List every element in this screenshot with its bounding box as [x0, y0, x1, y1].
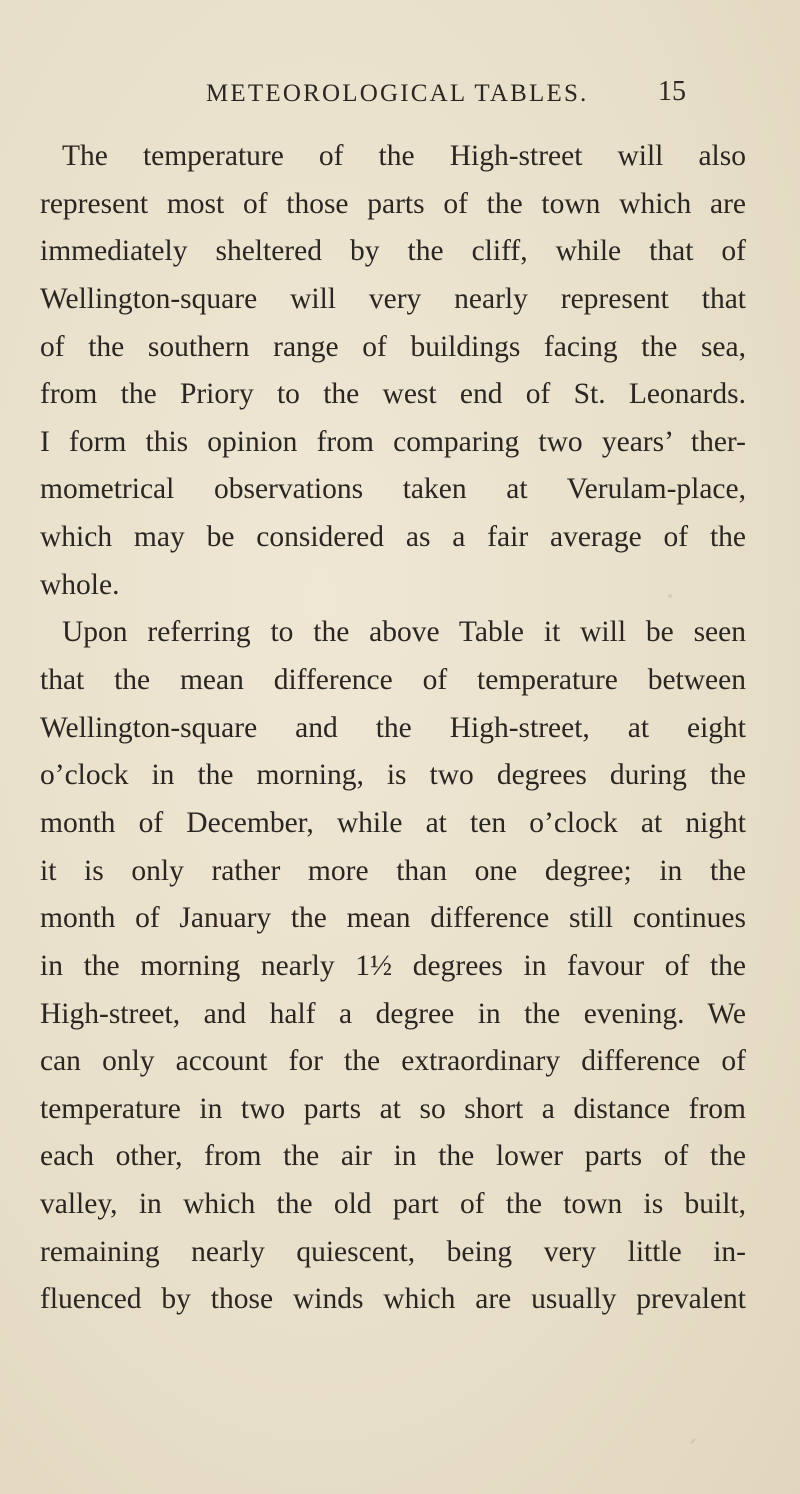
text-line: Wellington-square and the High-street, at eight: [40, 711, 746, 744]
text-line: The temperature of the High-street will also: [62, 140, 746, 172]
running-head: [0, 74, 800, 114]
text-line: represent most of those parts of the town which are: [40, 187, 746, 220]
page-number: 15: [658, 76, 686, 107]
text-line: whole.: [40, 568, 120, 601]
text-line: can only account for the extraordinary difference of: [40, 1045, 746, 1078]
text-line: fluenced by those winds which are usually prevalent: [40, 1283, 746, 1316]
text-line: in the morning nearly 1½ degrees in favour of the: [40, 949, 746, 982]
text-line: it is only rather more than one degree; in the: [40, 854, 746, 887]
text-line: temperature in two parts at so short a distance from: [40, 1092, 746, 1125]
text-line: month of January the mean difference still continues: [40, 902, 746, 935]
text-line: Wellington-square will very nearly represent that: [40, 282, 746, 315]
text-line: of the southern range of buildings facing the sea,: [40, 330, 746, 363]
body-text: [40, 133, 746, 1324]
text-line: I form this opinion from comparing two years’ ther-: [40, 425, 746, 458]
text-line: immediately sheltered by the cliff, while that of: [40, 235, 746, 268]
paper-speck: [690, 1438, 695, 1444]
text-line: which may be considered as a fair average of the: [40, 521, 746, 554]
text-line: High-street, and half a degree in the evening. We: [40, 997, 746, 1030]
text-line: that the mean difference of temperature between: [40, 664, 746, 697]
text-line: mometrical observations taken at Verulam-place,: [40, 473, 746, 506]
paper-speck: [668, 594, 672, 598]
text-line: month of December, while at ten o’clock at night: [40, 806, 746, 839]
text-line: o’clock in the morning, is two degrees during the: [40, 759, 746, 792]
text-line: from the Priory to the west end of St. Leonards.: [40, 378, 746, 411]
text-line: each other, from the air in the lower parts of the: [40, 1140, 746, 1173]
text-line: Upon referring to the above Table it will be seen: [62, 616, 746, 649]
running-head-title: METEOROLOGICAL TABLES.: [206, 80, 589, 107]
text-line: remaining nearly quiescent, being very little in-: [40, 1235, 746, 1268]
text-line: valley, in which the old part of the town is built,: [40, 1188, 746, 1221]
